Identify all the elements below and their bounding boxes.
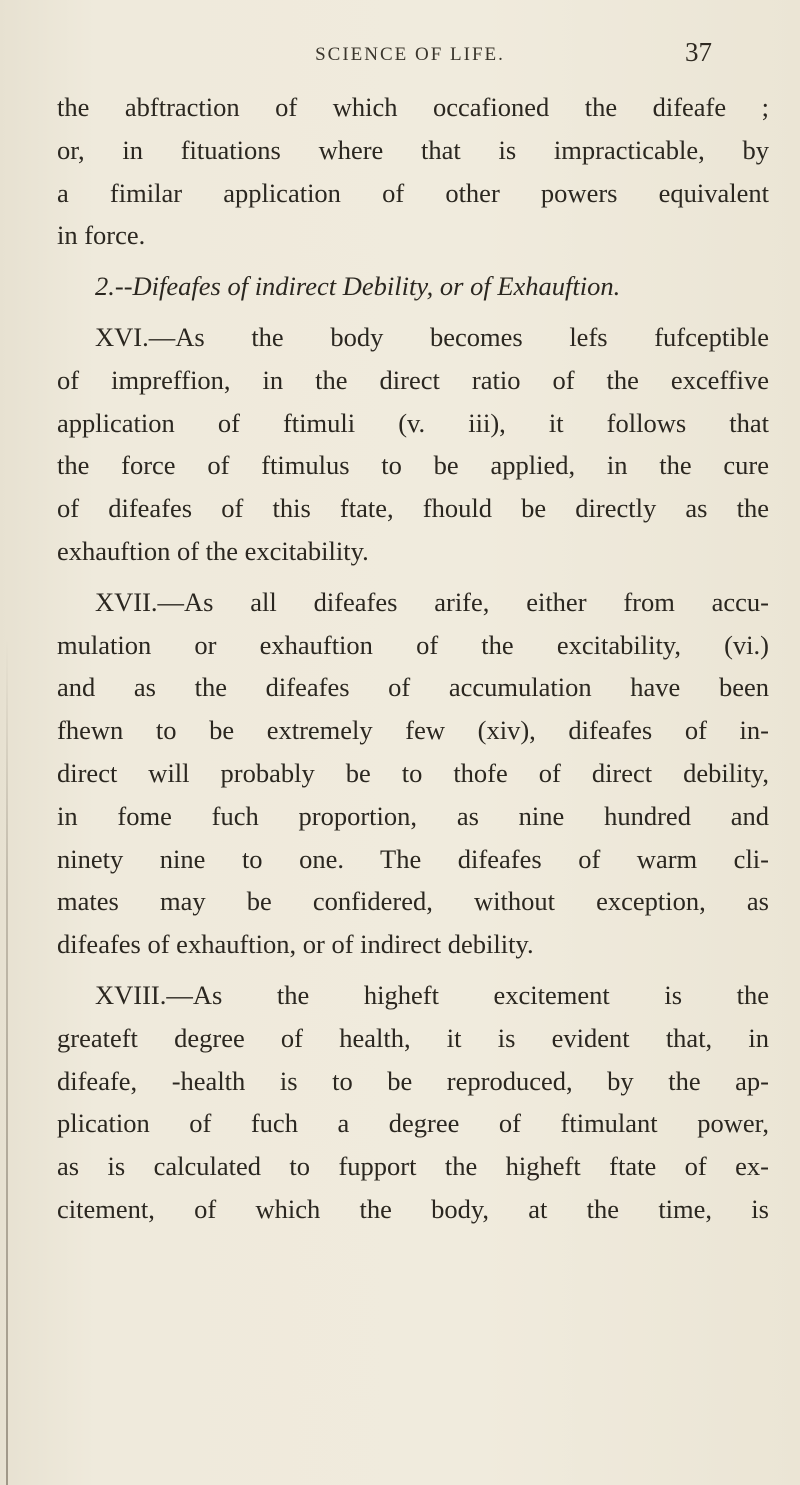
text-line: application of ftimuli (v. iii), it follows that [57, 407, 769, 438]
text-line: direct will probably be to thofe of direct debility, [57, 757, 769, 788]
text-line: as is calculated to fupport the higheft ftate of ex- [57, 1151, 769, 1182]
text-line: mulation or exhauftion of the excitability, (vi.) [57, 629, 769, 660]
text-line: mates may be confidered, without exception, as [57, 886, 769, 917]
text-line: and as the difeafes of accumulation have been [57, 672, 769, 703]
text-line: or, in fituations where that is impracticable, by [57, 134, 769, 165]
text-line: the force of ftimulus to be applied, in the cure [57, 450, 769, 481]
text-line: of difeafes of this ftate, fhould be directly as the [57, 493, 769, 524]
text-line: XVI.—As the body becomes lefs fufceptible [95, 321, 769, 352]
text-line: a fimilar application of other powers equivalent [57, 177, 769, 208]
page-number: 37 [685, 37, 712, 67]
text-line: fhewn to be extremely few (xiv), difeafes of in- [57, 715, 769, 746]
text-line: XVII.—As all difeafes arife, either from accu- [95, 586, 769, 617]
running-head-title: SCIENCE OF LIFE. [315, 44, 505, 65]
text-line: in fome fuch proportion, as nine hundred and [57, 800, 769, 831]
section-heading: 2.--Difeafes of indirect Debility, or of Exhauftion. [95, 271, 621, 302]
body-text [57, 86, 769, 1231]
text-line: the abftraction of which occafioned the difeafe ; [57, 92, 769, 122]
page-gutter-shadow [6, 640, 8, 1485]
paragraph-xviii [57, 974, 769, 1231]
text-line: citement, of which the body, at the time, is [57, 1193, 769, 1224]
paragraph-xvii [57, 581, 769, 966]
text-line: of impreffion, in the direct ratio of the exceffive [57, 364, 769, 395]
text-line: plication of fuch a degree of ftimulant power, [57, 1108, 769, 1139]
text-line: difeafe, -health is to be reproduced, by the ap- [57, 1065, 769, 1096]
text-line: XVIII.—As the higheft excitement is the [95, 979, 769, 1010]
text-line: exhauftion of the excitability. [57, 535, 369, 566]
text-line: ninety nine to one. The difeafes of warm cli- [57, 843, 769, 874]
text-line: difeafes of exhauftion, or of indirect debility. [57, 929, 534, 960]
paragraph-continuation [57, 86, 769, 257]
paragraph-xvi [57, 316, 769, 573]
text-line: greateft degree of health, it is evident that, in [57, 1022, 769, 1053]
text-line: in force. [57, 220, 146, 251]
running-head [0, 36, 800, 76]
